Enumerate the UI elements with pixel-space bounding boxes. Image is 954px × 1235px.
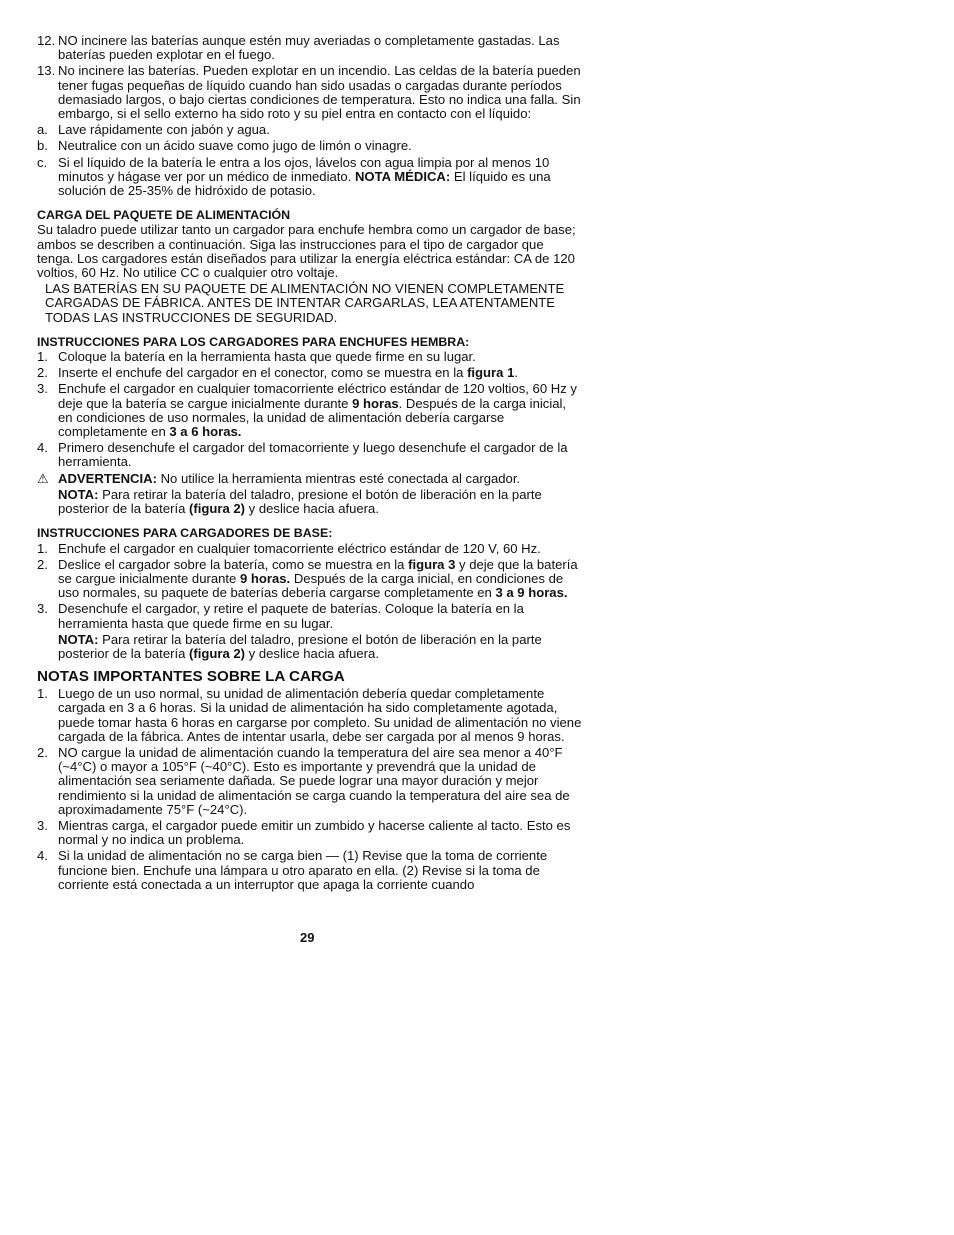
text-run: Después de la carga inicial, en condiciones de uso normales, su paquete de baterías debería cargarse completamente en	[58, 570, 564, 601]
list-item	[37, 558, 583, 601]
list-item-text	[58, 746, 583, 817]
list-item-number: 1.	[37, 349, 48, 365]
text-run: Inserte el enchufe del cargador en el conector, como se muestra en la	[58, 365, 468, 381]
list-item-text	[58, 687, 583, 744]
list-item-number: 12.	[37, 33, 56, 48]
list-item-number: 2.	[37, 744, 48, 760]
list-item-number: 13.	[37, 63, 56, 79]
list-item-text	[58, 819, 583, 847]
list-item-number: b.	[37, 138, 48, 154]
list-item	[37, 687, 583, 744]
text-run: Coloque la batería en la herramienta hasta que quede firme en su lugar.	[58, 349, 476, 365]
list-item-text	[58, 602, 583, 630]
bold-text: (figura 2)	[189, 645, 246, 661]
list-item-number: 4.	[37, 440, 48, 456]
list-item-text	[58, 64, 583, 121]
heading-base: INSTRUCCIONES PARA CARGADORES DE BASE:	[37, 526, 333, 541]
text-run: .	[514, 365, 518, 381]
bold-text: NOTA:	[58, 631, 99, 647]
page-number: 29	[300, 930, 315, 945]
list-item	[37, 123, 583, 137]
list-item-text	[58, 350, 583, 364]
list-item	[37, 34, 583, 62]
list-item	[37, 849, 583, 892]
carga-caps-warning: LAS BATERÍAS EN SU PAQUETE DE ALIMENTACIÓN NO VIENEN COMPLETAMENTE CARGADAS DE FÁBRICA. ANTES DE INTENTAR CARGARLAS, LEA ATENTAMENTE TODAS LAS INSTRUCCIONES DE SEGURIDAD.	[45, 281, 565, 325]
heading-hembra: INSTRUCCIONES PARA LOS CARGADORES PARA ENCHUFES HEMBRA:	[37, 334, 470, 349]
list-item	[37, 139, 583, 153]
list-item-number: 3.	[37, 381, 48, 397]
text-run: El líquido es una solución de 25-35% de hidróxido de potasio.	[58, 168, 551, 199]
list-item-number: 4.	[37, 848, 48, 864]
text-run: Para retirar la batería del taladro, presione el botón de liberación en la parte posterior de la batería	[58, 631, 542, 661]
text-run: Luego de un uso normal, su unidad de alimentación debería quedar completamente cargada en 3 a 6 horas. Si la unidad de alimentación ha sido completamente agotada, puede tomar hasta 6 horas en cargarse por completo. Su unidad de alimentación no viene cargada de la fábrica. Antes de intentar usarla, debe ser cargada por al menos 9 horas.	[58, 686, 582, 744]
bold-text: figura 1	[467, 365, 515, 381]
text-run: No incinere las baterías. Pueden explotar en un incendio. Las celdas de la batería pueden tener fugas pequeñas de líquido cuando han sido usadas o cargadas durante períodos demasiado largos, o bajo ciertas condiciones de temperatura. Esto no indica una falla. Sin embargo, si el sello externo ha sido roto y su piel entra en contacto con el líquido:	[58, 63, 581, 122]
bold-text: 3 a 6 horas.	[169, 424, 242, 440]
list-item-text	[58, 382, 583, 439]
hembra-note	[58, 488, 583, 516]
base-list	[37, 542, 583, 631]
hembra-list	[37, 350, 583, 470]
carga-body: Su taladro puede utilizar tanto un cargador para enchufe hembra como un cargador de base; ambos se describen a continuación. Siga las instrucciones para el tipo de cargador que tenga. Los cargadores están diseñados para utilizar la energía eléctrica estándar: CA de 120 voltios, 60 Hz. No utilice CC o cualquier otro voltaje.	[37, 222, 576, 281]
warning-line	[37, 472, 583, 486]
list-item-text	[58, 123, 583, 137]
text-run: Enchufe el cargador en cualquier tomacorriente eléctrico estándar de 120 voltios, 60 Hz y deje que la batería se cargue inicialmente durante	[58, 381, 577, 411]
bold-text: (figura 2)	[189, 501, 246, 517]
list-item-number: a.	[37, 122, 48, 138]
list-item	[37, 819, 583, 847]
list-item-text	[58, 542, 583, 556]
bold-text: 9 horas	[352, 395, 399, 411]
list-item-number: 1.	[37, 540, 48, 556]
bold-text: NOTA MÉDICA:	[354, 168, 451, 184]
text-run: Si el líquido de la batería le entra a los ojos, lávelos con agua limpia por al menos 10 minutos y hágase ver por un médico de inmediato.	[58, 154, 550, 184]
text-run: NO cargue la unidad de alimentación cuando la temperatura del aire sea menor a 40°F (~4°C) o mayor a 105°F (~40°C). Esto es importante y prevendrá que la unidad de alimentación sea seriamente dañada. Se puede lograr una mayor duración y mejor rendimiento si la unidad de alimentación se carga cuando la temperatura del aire sea de aproximadamente 75°F (~24°C).	[58, 744, 570, 817]
text-run: Para retirar la batería del taladro, presione el botón de liberación en la parte posterior de la batería	[58, 486, 542, 517]
bold-text: 9 horas.	[239, 570, 291, 586]
text-run: y deslice hacia afuera.	[245, 645, 379, 661]
list-item-number: c.	[37, 154, 48, 170]
list-item-text	[58, 849, 583, 892]
list-item-number: 3.	[37, 601, 48, 617]
list-item	[37, 156, 583, 199]
warning-triangle-icon: ⚠	[37, 470, 49, 486]
list-item	[37, 366, 583, 380]
text-run: y deslice hacia afuera.	[245, 501, 379, 517]
warning-text: No utilice la herramienta mientras esté conectada al cargador.	[156, 470, 521, 486]
text-run: y deje que la batería se cargue inicialmente durante	[58, 556, 578, 586]
list-item-text	[58, 34, 583, 62]
list-item-number: 3.	[37, 817, 48, 833]
text-run: Deslice el cargador sobre la batería, como se muestra en la	[58, 556, 409, 572]
list-item-text	[58, 139, 583, 153]
text-run: Enchufe el cargador en cualquier tomacorriente eléctrico estándar de 120 V, 60 Hz.	[58, 540, 541, 556]
bold-text: 3 a 9 horas.	[495, 585, 568, 601]
text-run: Primero desenchufe el cargador del tomacorriente y luego desenchufe el cargador de la herramienta.	[58, 440, 568, 470]
list-item-number: 1.	[37, 686, 48, 702]
list-item	[37, 602, 583, 630]
text-run: Lave rápidamente con jabón y agua.	[58, 122, 270, 138]
bold-text: figura 3	[408, 556, 456, 572]
list-item-text	[58, 558, 583, 601]
list-item	[37, 64, 583, 121]
text-run: Mientras carga, el cargador puede emitir un zumbido y hacerse caliente al tacto. Esto es normal y no indica un problema.	[58, 817, 571, 848]
list-item-number: 2.	[37, 365, 48, 381]
notas-list	[37, 687, 583, 892]
list-item	[37, 542, 583, 556]
list-item-text	[58, 366, 583, 380]
list-item-number: 2.	[37, 556, 48, 572]
list-item	[37, 441, 583, 469]
bold-text: NOTA:	[58, 486, 99, 502]
list-item-text	[58, 156, 583, 199]
list-item-text	[58, 441, 583, 469]
warning-label: ADVERTENCIA:	[58, 470, 157, 486]
text-run: Si la unidad de alimentación no se carga bien — (1) Revise que la toma de corriente funcione bien. Enchufe una lámpara u otro aparato en ella. (2) Revise si la toma de corriente está conectada a un interruptor que apaga la corriente cuando	[58, 848, 548, 892]
text-run: Neutralice con un ácido suave como jugo de limón o vinagre.	[58, 138, 412, 154]
list-item	[37, 350, 583, 364]
text-run: . Después de la carga inicial, en condiciones de uso normales, la unidad de alimentación debería cargarse completamente en	[58, 395, 567, 440]
battery-safety-list	[37, 34, 583, 198]
text-run: NO incinere las baterías aunque estén muy averiadas o completamente gastadas. Las baterías pueden explotar en el fuego.	[58, 33, 560, 63]
heading-notas: NOTAS IMPORTANTES SOBRE LA CARGA	[37, 668, 345, 686]
base-note	[58, 633, 583, 661]
list-item	[37, 746, 583, 817]
heading-carga: CARGA DEL PAQUETE DE ALIMENTACIÓN	[37, 208, 291, 223]
list-item	[37, 382, 583, 439]
text-run: Desenchufe el cargador, y retire el paquete de baterías. Coloque la batería en la herramienta hasta que quede firme en su lugar.	[58, 601, 524, 631]
document-page	[37, 34, 583, 894]
